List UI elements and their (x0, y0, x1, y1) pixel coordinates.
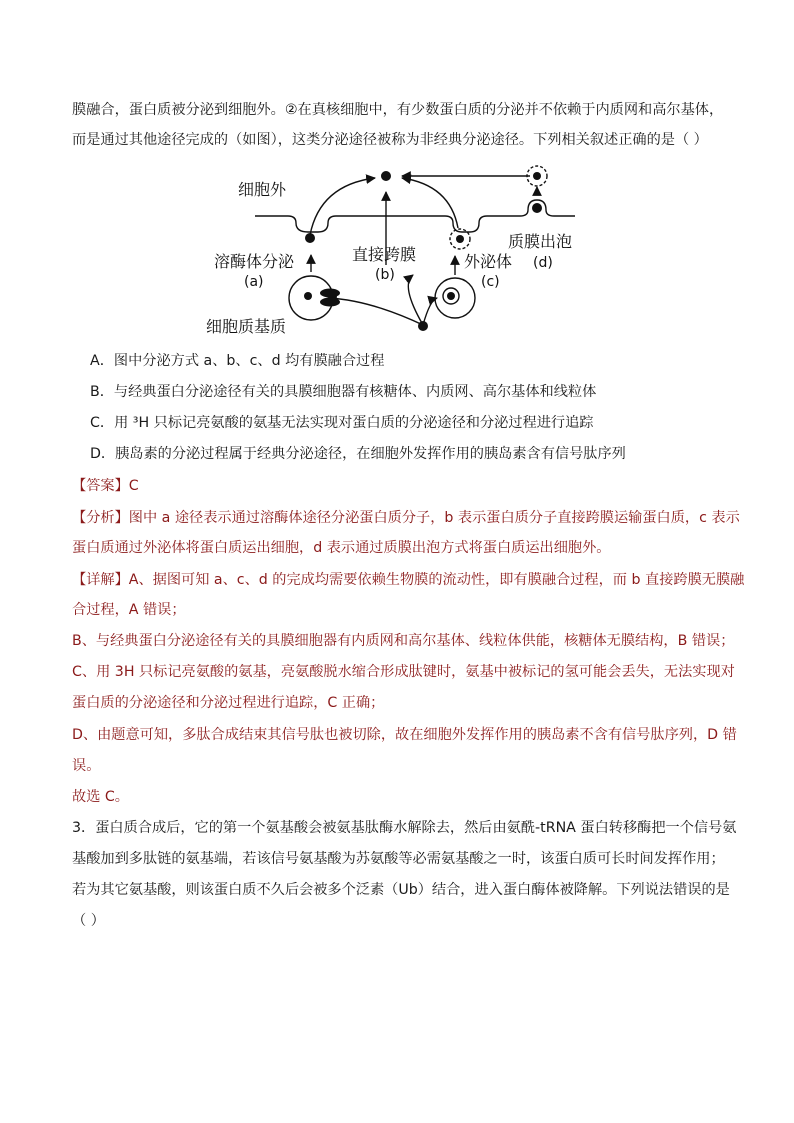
detail-line-8: 故选 C。 (72, 789, 129, 805)
detail-line-3: B、与经典蛋白分泌途径有关的具膜细胞器有内质网和高尔基体、线粒体供能，核糖体无膜结构，B 错误； (72, 633, 735, 649)
detail-line-7: 误。 (72, 758, 101, 774)
label-b: (b) (375, 267, 395, 283)
intro-line-2: 而是通过其他途径完成的（如图），这类分泌途径被称为非经典分泌途径。下列相关叙述正确的是（ ） (72, 132, 708, 148)
intro-line-1: 膜融合，蛋白质被分泌到细胞外。②在真核细胞中，有少数蛋白质的分泌并不依赖于内质网和高尔基体， (72, 102, 724, 118)
label-direct: 直接跨膜 (352, 245, 417, 264)
answer: 【答案】C (72, 478, 139, 494)
detail-line-1: 【详解】A、据图可知 a、c、d 的完成均需要依赖生物膜的流动性，即有膜融合过程，而 b 直接跨膜无膜融 (72, 572, 745, 588)
q3-line-2: 基酸加到多肽链的氨基端，若该信号氨基酸为苏氨酸等必需氨基酸之一时，该蛋白质可长时间发挥作用； (72, 851, 725, 867)
q3-line-4: （ ） (72, 913, 105, 929)
detail-line-6: D、由题意可知，多肽合成结束其信号肽也被切除，故在细胞外发挥作用的胰岛素不含有信号肽序列，D 错 (72, 727, 737, 743)
analysis-line-2: 蛋白质通过外泌体将蛋白质运出细胞，d 表示通过质膜出泡方式将蛋白质运出细胞外。 (72, 540, 611, 556)
detail-line-5: 蛋白质的分泌途径和分泌过程进行追踪，C 正确； (72, 695, 385, 711)
label-outside: 细胞外 (238, 180, 287, 199)
detail-line-2: 合过程，A 错误； (72, 602, 186, 618)
label-matrix: 细胞质基质 (206, 317, 287, 336)
detail-line-4: C、用 3H 只标记亮氨酸的氨基，亮氨酸脱水缩合形成肽键时，氨基中被标记的氢可能会丢失，无法实现对 (72, 664, 735, 680)
option-b: B．与经典蛋白分泌途径有关的具膜细胞器有核糖体、内质网、高尔基体和线粒体 (90, 384, 597, 400)
option-a: A．图中分泌方式 a、b、c、d 均有膜融合过程 (90, 353, 385, 369)
q3-line-1: 3．蛋白质合成后，它的第一个氨基酸会被氨基肽酶水解除去，然后由氨酰-tRNA 蛋白转移酶把一个信号氨 (72, 820, 737, 836)
plasma-membrane (255, 200, 575, 232)
label-bleb: 质膜出泡 (508, 232, 573, 251)
label-lysosome: 溶酶体分泌 (214, 252, 295, 271)
option-d: D．胰岛素的分泌过程属于经典分泌途径，在细胞外发挥作用的胰岛素含有信号肽序列 (90, 446, 626, 462)
q3-line-3: 若为其它氨基酸，则该蛋白质不久后会被多个泛素（Ub）结合，进入蛋白酶体被降解。下列说法错误的是 (72, 882, 730, 898)
secretion-pathway-diagram (200, 160, 600, 340)
cell-c (435, 278, 475, 318)
label-a: (a) (244, 274, 264, 290)
label-exosome: 外泌体 (464, 252, 513, 271)
label-c: (c) (481, 274, 500, 290)
analysis-line-1: 【分析】图中 a 途径表示通过溶酶体途径分泌蛋白质分子，b 表示蛋白质分子直接跨膜运输蛋白质，c 表示 (72, 510, 740, 526)
option-c: C．用 ³H 只标记亮氨酸的氨基无法实现对蛋白质的分泌途径和分泌过程进行追踪 (90, 415, 594, 431)
label-d: (d) (533, 255, 553, 271)
